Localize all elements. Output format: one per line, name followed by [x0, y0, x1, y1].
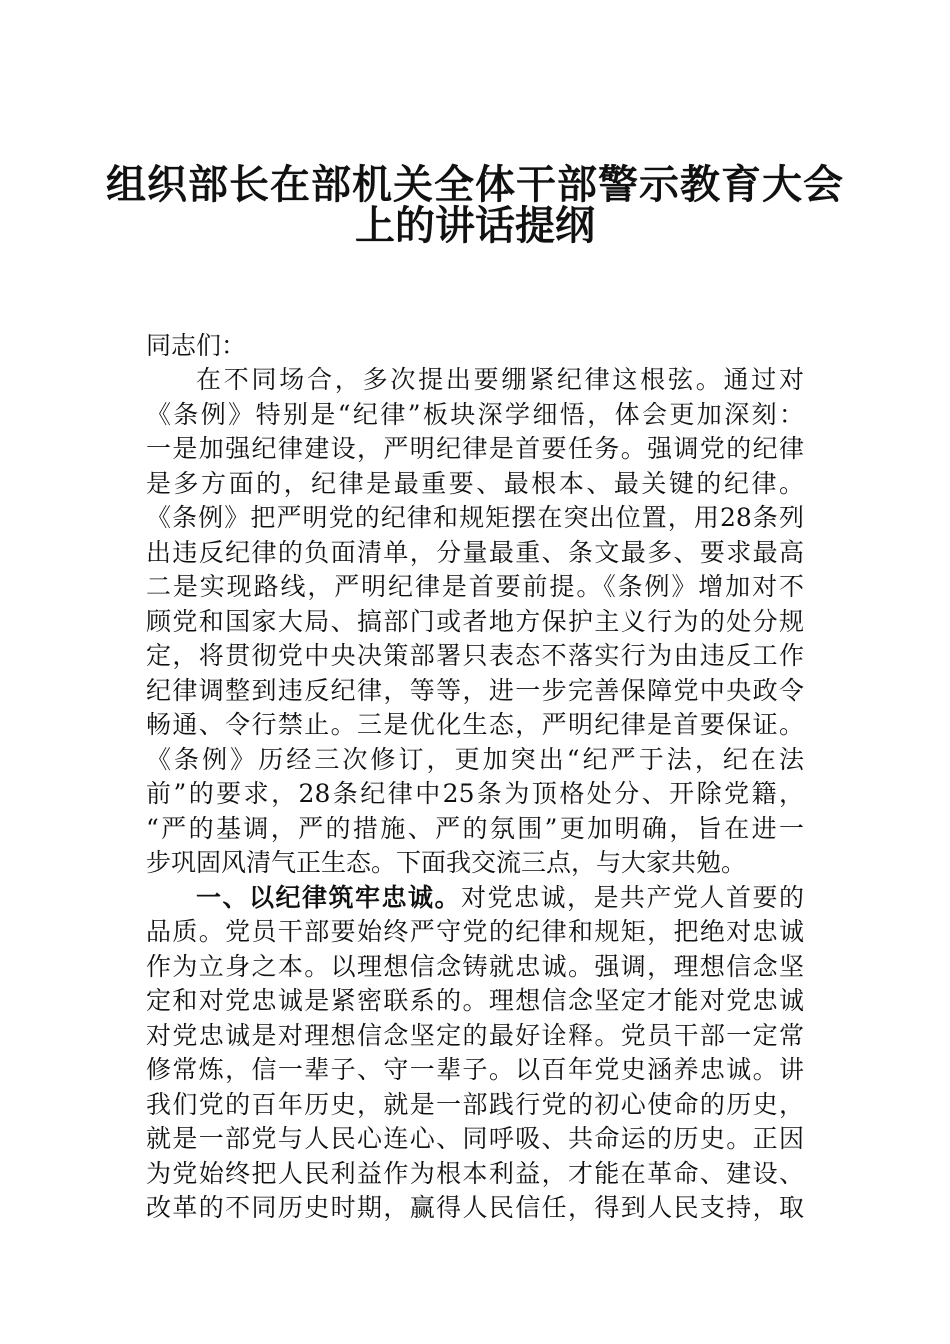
paragraph-line: 为党始终把人民利益作为根本利益，才能在革命、建设、	[146, 1159, 804, 1188]
section-1-first-line	[196, 881, 804, 915]
section-1-heading: 一、以纪律筑牢忠诚。	[196, 883, 461, 912]
paragraph-line: 《条例》历经三次修订，更加突出“纪严于法，纪在法	[146, 745, 804, 774]
paragraph-line: 在不同场合，多次提出要绷紧纪律这根弦。通过对	[196, 365, 804, 394]
paragraph-line: 出违反纪律的负面清单，分量最重、条文最多、要求最高	[146, 538, 804, 567]
title-line-2: 上的讲话提纲	[355, 202, 595, 249]
paragraph-line: 定，将贯彻党中央决策部署只表态不落实行为由违反工作	[146, 641, 804, 670]
paragraph-line: 顾党和国家大局、搞部门或者地方保护主义行为的处分规	[146, 607, 804, 636]
paragraph-line: 修常炼，信一辈子、守一辈子。以百年党史涵养忠诚。讲	[146, 1055, 804, 1084]
paragraph-line: “严的基调，严的措施、严的氛围”更加明确，旨在进一	[146, 814, 804, 843]
paragraph-line: 作为立身之本。以理想信念铸就忠诚。强调，理想信念坚	[146, 952, 804, 981]
paragraph-line: 畅通、令行禁止。三是优化生态，严明纪律是首要保证。	[146, 710, 804, 739]
paragraph-line: 纪律调整到违反纪律，等等，进一步完善保障党中央政令	[146, 676, 804, 705]
paragraph-line: 前”的要求，28条纪律中25条为顶格处分、开除党籍，	[146, 779, 804, 808]
paragraph-line: 《条例》把严明党的纪律和规矩摆在突出位置，用28条列	[146, 503, 804, 532]
paragraph-line: 品质。党员干部要始终严守党的纪律和规矩，把绝对忠诚	[146, 917, 804, 946]
paragraph-line: 《条例》特别是“纪律”板块深学细悟，体会更加深刻：	[146, 400, 804, 429]
paragraph-line: 对党忠诚是对理想信念坚定的最好诠释。党员干部一定常	[146, 1021, 804, 1050]
paragraph-line: 我们党的百年历史，就是一部践行党的初心使命的历史，	[146, 1090, 804, 1119]
salutation: 同志们：	[146, 331, 247, 360]
paragraph-line: 就是一部党与人民心连心、同呼吸、共命运的历史。正因	[146, 1124, 804, 1153]
section-1-first-line-text: 对党忠诚，是共产党人首要的	[461, 883, 804, 912]
paragraph-line: 步巩固风清气正生态。下面我交流三点，与大家共勉。	[146, 848, 747, 877]
title-line-1: 组织部长在部机关全体干部警示教育大会	[106, 161, 844, 208]
paragraph-line: 改革的不同历史时期，赢得人民信任，得到人民支持，取	[146, 1193, 804, 1222]
paragraph-line: 一是加强纪律建设，严明纪律是首要任务。强调党的纪律	[146, 434, 804, 463]
paragraph-line: 是多方面的，纪律是最重要、最根本、最关键的纪律。	[146, 469, 804, 498]
paragraph-line: 定和对党忠诚是紧密联系的。理想信念坚定才能对党忠诚	[146, 986, 804, 1015]
paragraph-line: 二是实现路线，严明纪律是首要前提。《条例》增加对不	[146, 572, 804, 601]
